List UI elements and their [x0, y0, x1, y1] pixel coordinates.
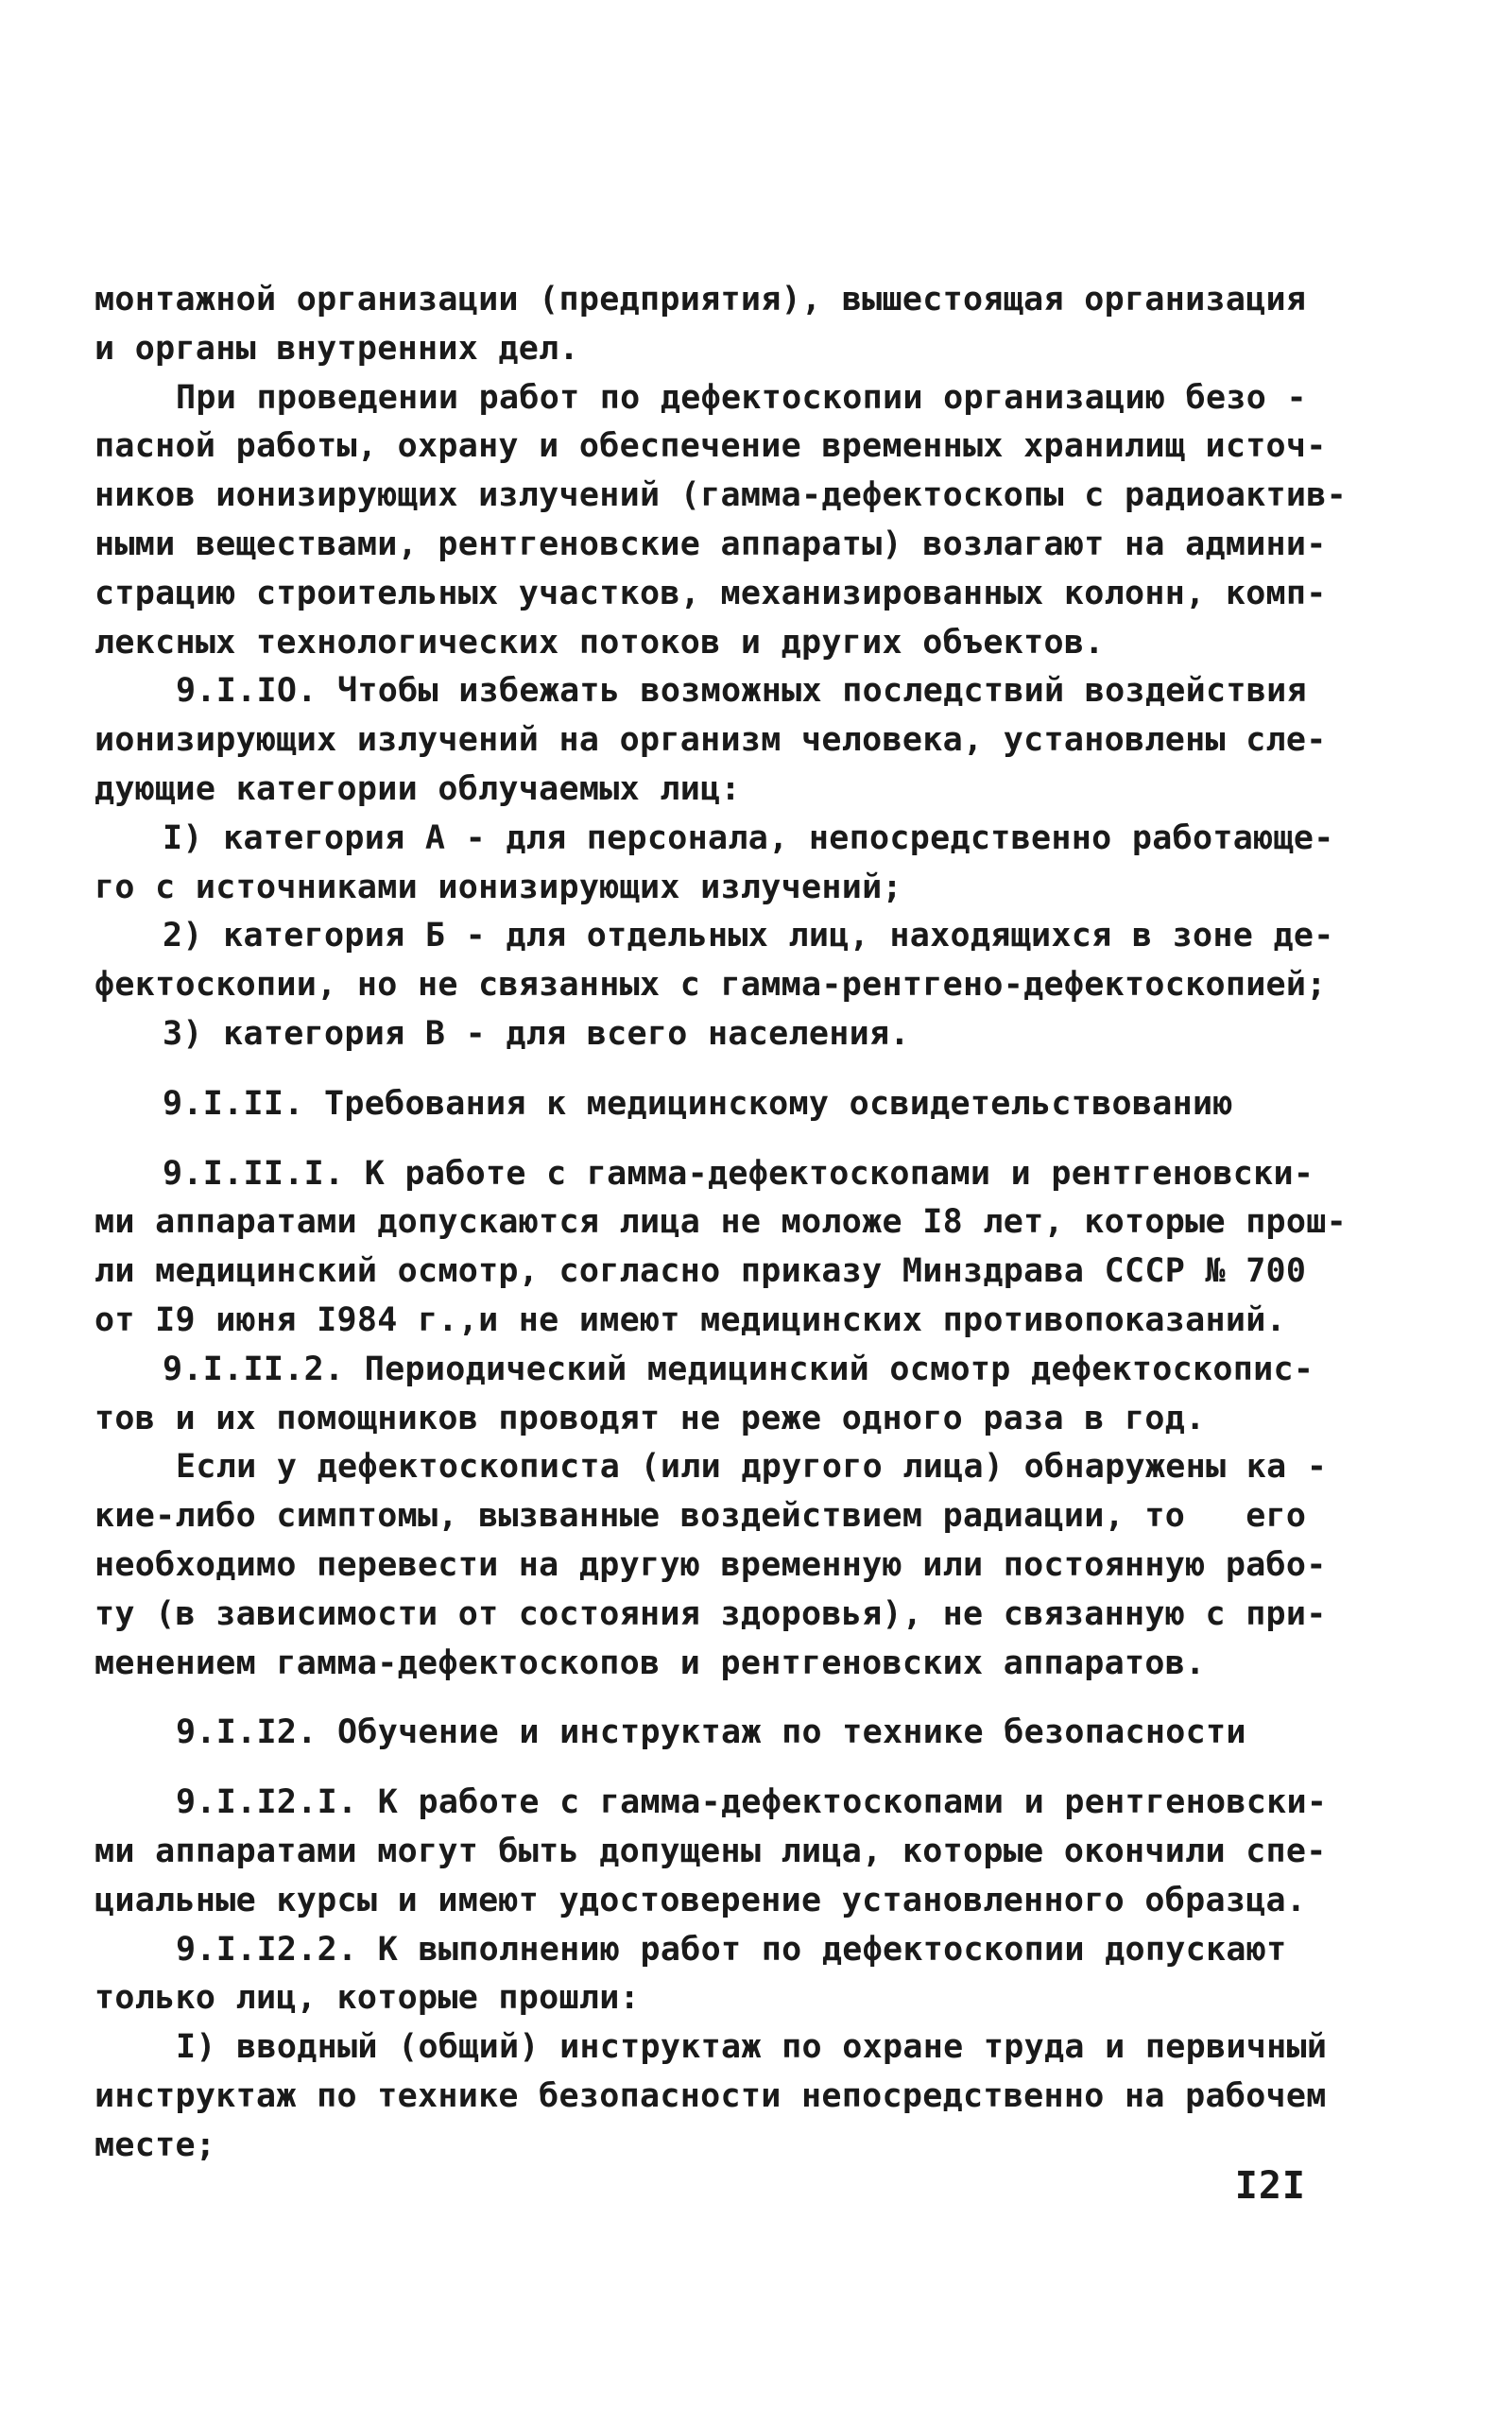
text-line: ли медицинский осмотр, согласно приказу Минздрава СССР № 700	[94, 1252, 1307, 1291]
text-line: только лиц, которые прошли:	[94, 1979, 641, 2018]
text-line: ными веществами, рентгеновские аппараты) возлагают на админи-	[94, 525, 1327, 563]
text-line: пасной работы, охрану и обеспечение временных хранилищ источ-	[94, 427, 1327, 466]
section-heading-9-1-12: 9.I.I2. Обучение и инструктаж по технике безопасности	[176, 1713, 1246, 1752]
clause-9-1-11-2-line: 9.I.II.2. Периодический медицинский осмотр дефектоскопис-	[163, 1350, 1314, 1388]
text-line: ников ионизирующих излучений (гамма-дефектоскопы с радиоактив-	[94, 476, 1348, 515]
text-line: от I9 июня I984 г.,и не имеют медицинских противопоказаний.	[94, 1300, 1286, 1339]
text-line: менением гамма-дефектоскопов и рентгеновских аппаратов.	[94, 1643, 1206, 1682]
text-line: го с источниками ионизирующих излучений;	[94, 868, 902, 906]
text-line: лексных технологических потоков и других объектов.	[94, 623, 1105, 662]
text-line: и органы внутренних дел.	[94, 329, 579, 368]
text-line: циальные курсы и имеют удостоверение установленного образца.	[94, 1881, 1307, 1919]
clause-9-1-10-line: 9.I.IO. Чтобы избежать возможных последствий воздействия	[176, 672, 1307, 711]
text-line: ми аппаратами могут быть допущены лица, которые окончили спе-	[94, 1832, 1327, 1870]
text-line: необходимо перевести на другую временную или постоянную рабо-	[94, 1545, 1327, 1584]
text-line: тов и их помощников проводят не реже одного раза в год.	[94, 1399, 1206, 1437]
page-number: I2I	[1234, 2164, 1306, 2208]
text-line: монтажной организации (предприятия), вышестоящая организация	[94, 281, 1307, 318]
list-item-3-line: 3) категория В - для всего населения.	[163, 1014, 910, 1053]
clause-9-1-12-2-line: 9.I.I2.2. К выполнению работ по дефектоскопии допускают	[176, 1930, 1287, 1969]
section-heading-9-1-11: 9.I.II. Требования к медицинскому освидетельствованию	[163, 1084, 1233, 1123]
clause-9-1-12-1-line: 9.I.I2.I. К работе с гамма-дефектоскопами и рентгеновски-	[176, 1783, 1328, 1822]
list-item-1-line: I) вводный (общий) инструктаж по охране труда и первичный	[176, 2028, 1328, 2067]
text-line: инструктаж по технике безопасности непосредственно на рабочем	[94, 2076, 1327, 2115]
text-line: кие-либо симптомы, вызванные воздействием радиации, то его	[94, 1497, 1307, 1536]
text-line: ионизирующих излучений на организм человека, установлены сле-	[94, 721, 1327, 760]
paragraph-start-line: Если у дефектоскописта (или другого лица) обнаружены ка -	[176, 1448, 1328, 1487]
text-line: страцию строительных участков, механизированных колонн, комп-	[94, 574, 1327, 612]
text-line: ми аппаратами допускаются лица не моложе I8 лет, которые прош-	[94, 1203, 1348, 1242]
paragraph-start-line: При проведении работ по дефектоскопии организацию безо -	[176, 378, 1307, 417]
text-line: месте;	[94, 2125, 216, 2164]
text-line: фектоскопии, но не связанных с гамма-рентгено-дефектоскопией;	[94, 966, 1327, 1005]
body-text	[94, 276, 1361, 2170]
text-line: дующие категории облучаемых лиц:	[94, 769, 741, 808]
list-item-2-line: 2) категория Б - для отдельных лиц, находящихся в зоне де-	[163, 917, 1334, 955]
text-line: ту (в зависимости от состояния здоровья), не связанную с при-	[94, 1594, 1327, 1633]
clause-9-1-11-1-line: 9.I.II.I. К работе с гамма-дефектоскопами и рентгеновски-	[163, 1154, 1314, 1193]
list-item-1-line: I) категория А - для персонала, непосредственно работающе-	[163, 818, 1334, 857]
